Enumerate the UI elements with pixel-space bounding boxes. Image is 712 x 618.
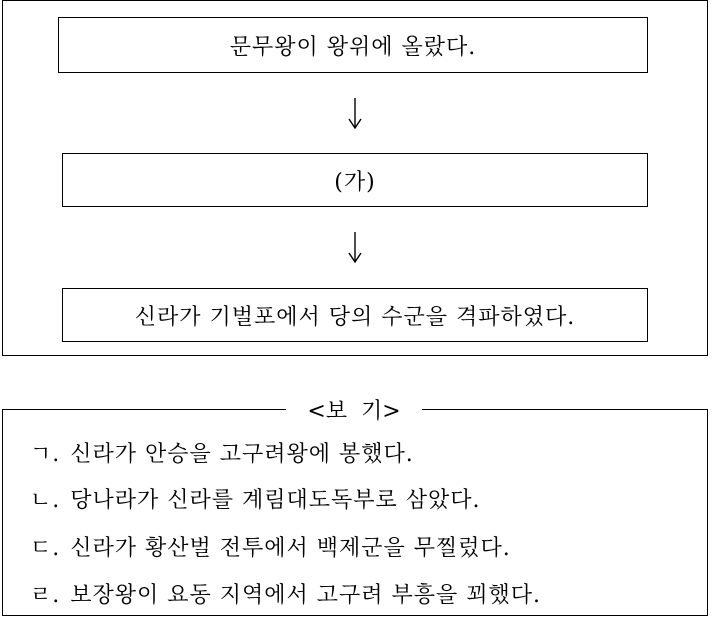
bogi-item-text: 당나라가 신라를 계림대도독부로 삼았다. [70, 487, 481, 513]
flow-step-1-text: 문무왕이 왕위에 올랐다. [229, 34, 477, 60]
down-arrow-icon [343, 96, 367, 130]
bogi-item [30, 577, 541, 609]
bogi-item [30, 436, 414, 468]
flow-step-1 [58, 17, 648, 73]
flow-step-3-text: 신라가 기벌포에서 당의 수군을 격파하였다. [134, 304, 576, 330]
flow-step-3 [62, 288, 648, 342]
bogi-item [30, 530, 511, 562]
bogi-item-text: 신라가 황산벌 전투에서 백제군을 무찔렀다. [70, 535, 511, 561]
down-arrow-icon [343, 230, 367, 264]
flow-step-2 [62, 153, 648, 207]
bogi-item-text: 보장왕이 요동 지역에서 고구려 부흥을 꾀했다. [70, 582, 541, 608]
bogi-title: <보 기> [286, 394, 422, 424]
bogi-item-text: 신라가 안승을 고구려왕에 봉했다. [70, 441, 414, 467]
bogi-item-marker: ㄴ. [30, 487, 61, 513]
flow-step-2-text: (가) [334, 169, 376, 195]
bogi-item-marker: ㄷ. [30, 535, 61, 561]
bogi-item-marker: ㄱ. [30, 441, 61, 467]
bogi-item-marker: ㄹ. [30, 582, 61, 608]
bogi-item [30, 482, 481, 514]
